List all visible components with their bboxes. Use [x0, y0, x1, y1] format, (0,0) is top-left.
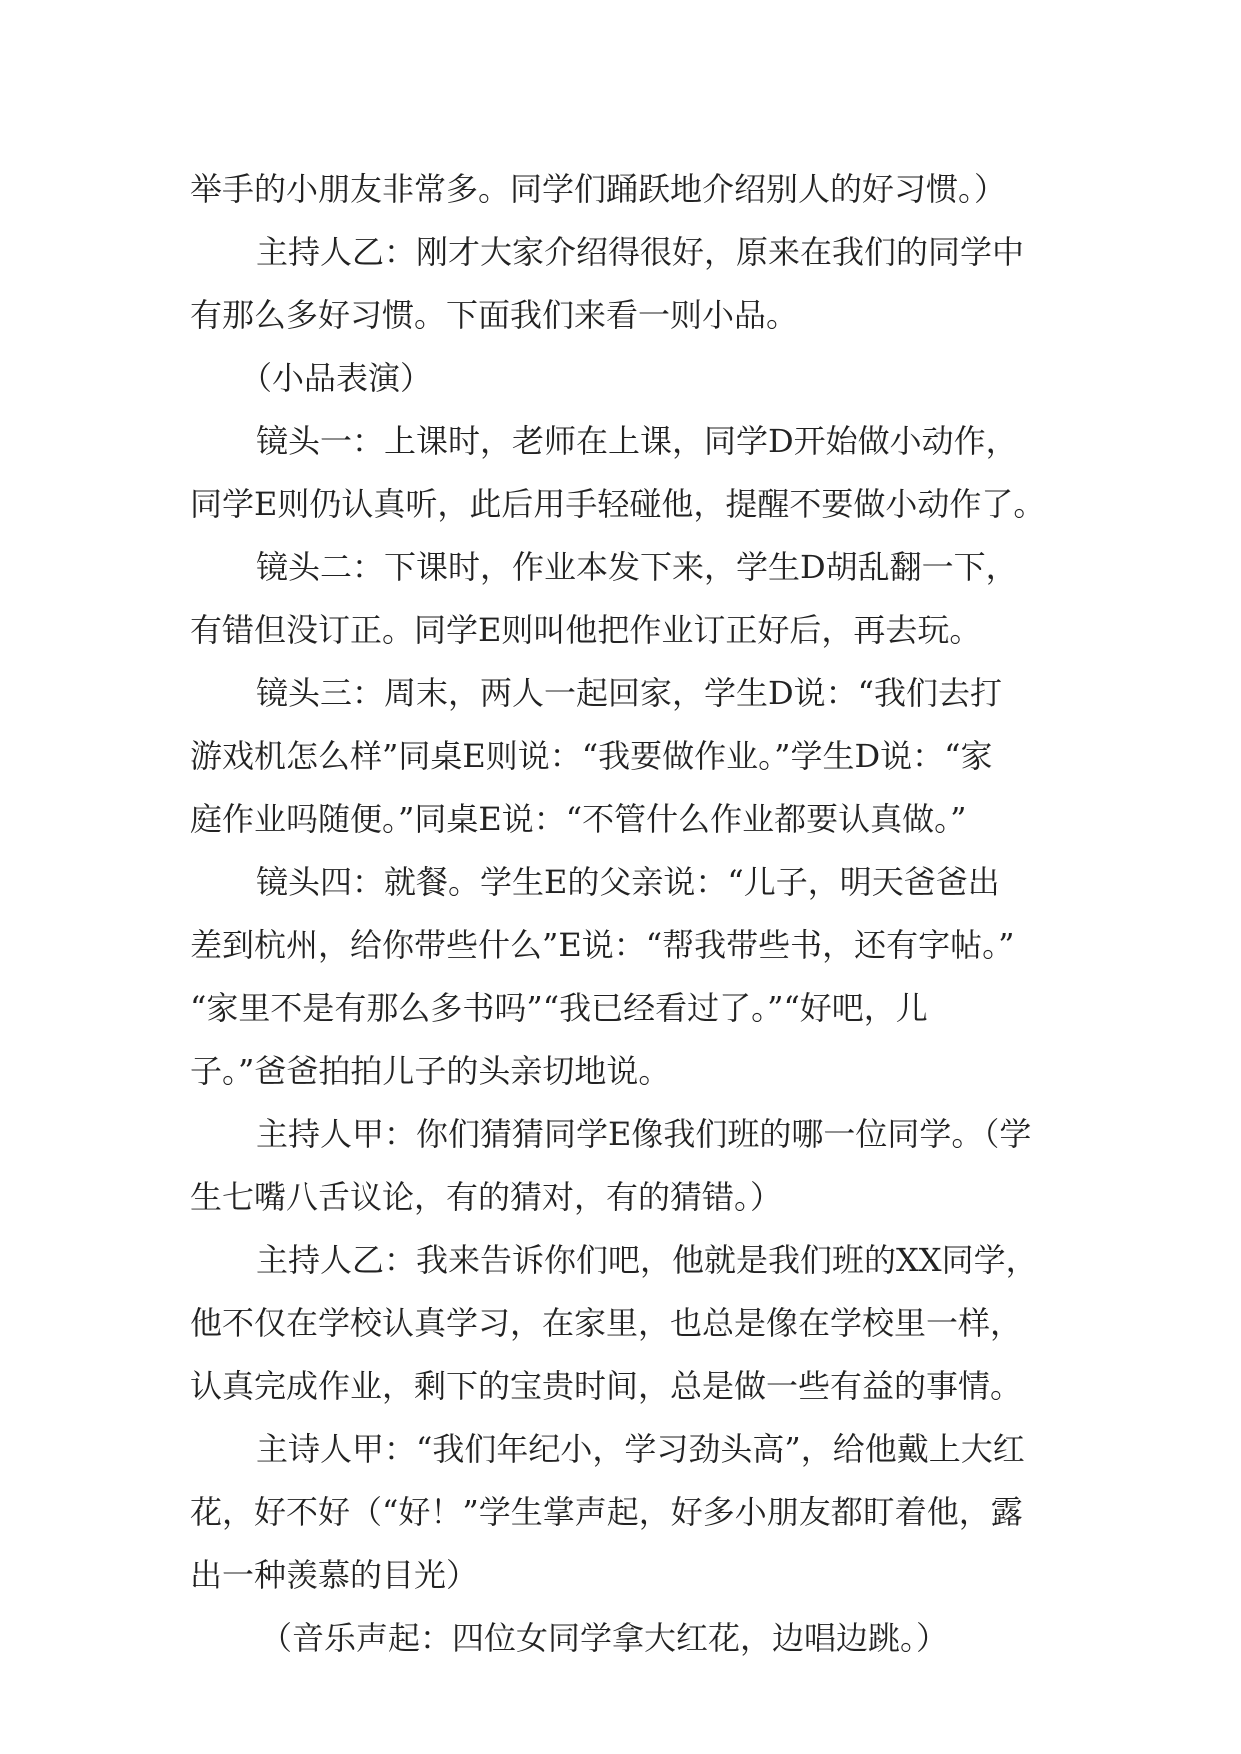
text-line: 生七嘴八舌议论，有的猜对，有的猜错。）: [190, 1178, 783, 1216]
text-line: 差到杭州，给你带些什么”E说：“帮我带些书，还有字帖。”: [190, 926, 1015, 964]
text-line: 花，好不好（“好！”学生掌声起，好多小朋友都盯着他，露: [190, 1493, 1023, 1531]
text-line: 子。”爸爸拍拍儿子的头亲切地说。: [190, 1052, 671, 1090]
text-line: 主持人甲：你们猜猜同学E像我们班的哪一位同学。（学: [256, 1115, 1032, 1153]
text-line: 出一种羡慕的目光）: [190, 1556, 479, 1594]
text-line: 认真完成作业，剩下的宝贵时间，总是做一些有益的事情。: [190, 1367, 1023, 1405]
text-line: 镜头二：下课时，作业本发下来，学生D胡乱翻一下，: [256, 548, 1018, 586]
text-line: 镜头四：就餐。学生E的父亲说：“儿子，明天爸爸出: [256, 863, 1000, 901]
text-line: 主诗人甲：“我们年纪小，学习劲头高”，给他戴上大红: [256, 1430, 1025, 1468]
text-line: 主持人乙：刚才大家介绍得很好，原来在我们的同学中: [256, 233, 1025, 271]
document-body: [190, 158, 1090, 1670]
text-line: 举手的小朋友非常多。同学们踊跃地介绍别人的好习惯。）: [190, 170, 1007, 208]
text-line: 镜头一：上课时，老师在上课，同学D开始做小动作，: [256, 422, 1018, 460]
text-line: 有那么多好习惯。下面我们来看一则小品。: [190, 296, 799, 334]
text-line: （音乐声起：四位女同学拿大红花，边唱边跳。）: [260, 1619, 949, 1657]
text-line: 镜头三：周末，两人一起回家，学生D说：“我们去打: [256, 674, 1003, 712]
text-line: “家里不是有那么多书吗”“我已经看过了。”“好吧，儿: [190, 989, 928, 1027]
text-line: 有错但没订正。同学E则叫他把作业订正好后，再去玩。: [190, 611, 982, 649]
text-line: 同学E则仍认真听，此后用手轻碰他，提醒不要做小动作了。: [190, 485, 1046, 523]
text-line: （小品表演）: [240, 359, 433, 397]
text-line: 他不仅在学校认真学习，在家里，也总是像在学校里一样，: [190, 1304, 1023, 1342]
text-line: 主持人乙：我来告诉你们吧，他就是我们班的XX同学，: [256, 1241, 1038, 1279]
text-line: 游戏机怎么样”同桌E则说：“我要做作业。”学生D说：“家: [190, 737, 993, 775]
text-line: 庭作业吗随便。”同桌E说：“不管什么作业都要认真做。”: [190, 800, 967, 838]
